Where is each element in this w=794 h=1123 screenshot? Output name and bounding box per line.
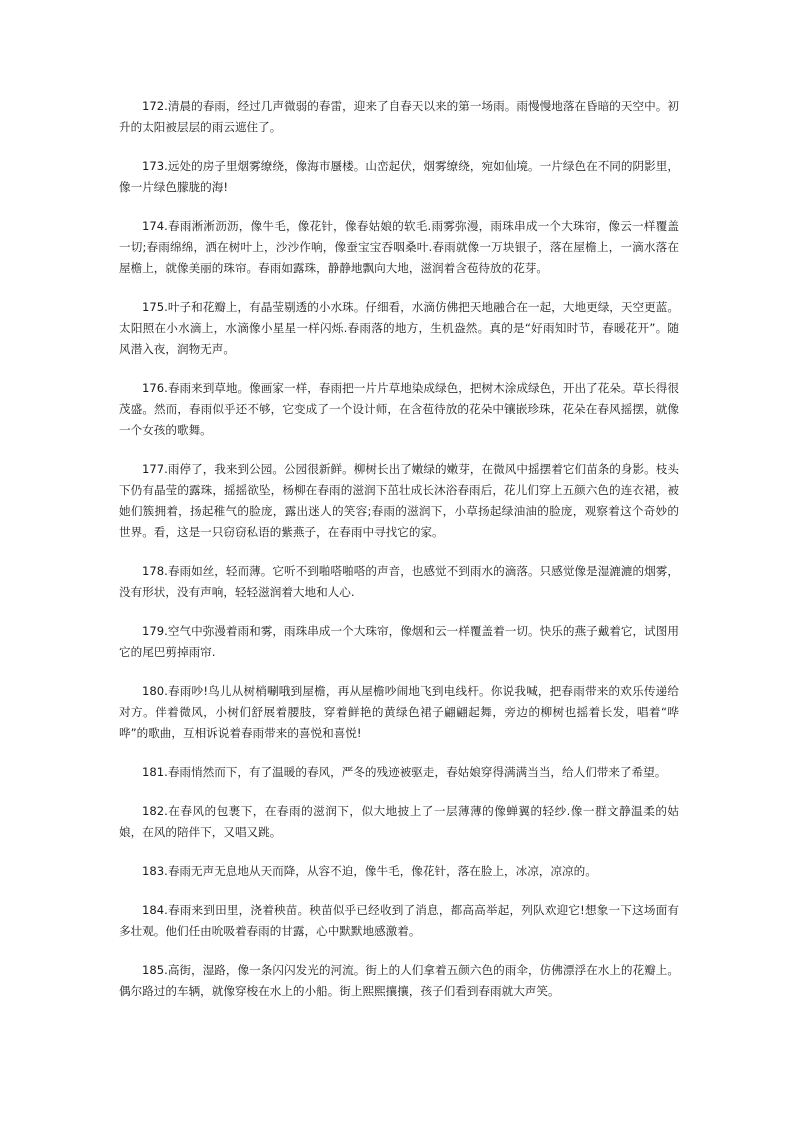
- paragraph-182: 182.在春风的包裹下，在春雨的滋润下，似大地披上了一层薄薄的像蝉翼的轻纱.像一群文静温柔的姑娘，在风的陪伴下，又唱又跳。: [119, 804, 679, 839]
- paragraph-173: 173.远处的房子里烟雾缭绕，像海市蜃楼。山峦起伏，烟雾缭绕，宛如仙境。一片绿色在不同的阴影里，像一片绿色朦胧的海!: [119, 159, 679, 194]
- paragraph-172: 172.清晨的春雨，经过几声微弱的春雷，迎来了自春天以来的第一场雨。雨慢慢地落在昏暗的天空中。初升的太阳被层层的雨云遮住了。: [119, 99, 679, 134]
- paragraph-181: 181.春雨悄然而下，有了温暖的春风，严冬的残迹被驱走，春姑娘穿得满满当当，给人们带来了希望。: [142, 765, 667, 779]
- paragraph-183: 183.春雨无声无息地从天而降，从容不迫，像牛毛，像花针，落在脸上，冰凉，凉凉的。: [142, 864, 597, 878]
- paragraph-177: 177.雨停了，我来到公园。公园很新鲜。柳树长出了嫩绿的嫩芽，在微风中摇摆着它们苗条的身影。枝头下仍有晶莹的露珠，摇摇欲坠，杨柳在春雨的滋润下茁壮成长沐浴春雨后，花儿们穿上五颜六色的连衣裙，被她们簇拥着，扬起稚气的脸庞，露出迷人的笑容;春雨的滋润下，小草扬起绿油油的脸庞，观察着这个奇妙的世界。看，这是一只窃窃私语的紫燕子，在春雨中寻找它的家。: [119, 462, 679, 539]
- paragraph-178: 178.春雨如丝，轻而薄。它听不到啪嗒啪嗒的声音，也感觉不到雨水的滴落。只感觉像是湿漉漉的烟雾，没有形状，没有声响，轻轻滋润着大地和人心.: [119, 564, 679, 599]
- paragraph-184: 184.春雨来到田里，浇着秧苗。秧苗似乎已经收到了消息，都高高举起，列队欢迎它!想象一下这场面有多壮观。他们任由吮吸着春雨的甘露，心中默默地感激着。: [119, 903, 679, 938]
- paragraph-174: 174.春雨淅淅沥沥，像牛毛，像花针，像春姑娘的软毛.雨雾弥漫，雨珠串成一个大珠帘，像云一样覆盖一切;春雨绵绵，洒在树叶上，沙沙作响，像蚕宝宝吞咽桑叶.春雨就像一万块银子，落在屋檐上，一滴水落在屋檐上，就像美丽的珠帘。春雨如露珠，静静地飘向大地，滋润着含苞待放的花芽。: [119, 219, 679, 275]
- paragraph-180: 180.春雨吵!鸟儿从树梢唰哦到屋檐，再从屋檐吵闹地飞到电线杆。你说我喊，把春雨带来的欢乐传递给对方。伴着微风，小树们舒展着腰肢，穿着鲜艳的黄绿色裙子翩翩起舞，旁边的柳树也摇着长发，唱着“哗哗”的歌曲，互相诉说着春雨带来的喜悦和喜悦!: [119, 684, 679, 740]
- document-body: [119, 96, 679, 1020]
- paragraph-175: 175.叶子和花瓣上，有晶莹剔透的小水珠。仔细看，水滴仿佛把天地融合在一起，大地更绿，天空更蓝。太阳照在小水滴上，水滴像小星星一样闪烁.春雨落的地方，生机盎然。真的是“好雨知时节，春暖花开”。随风潜入夜，润物无声。: [119, 300, 679, 356]
- paragraph-176: 176.春雨来到草地。像画家一样，春雨把一片片草地染成绿色，把树木涂成绿色，开出了花朵。草长得很茂盛。然而，春雨似乎还不够，它变成了一个设计师，在含苞待放的花朵中镶嵌珍珠，花朵在春风摇摆，就像一个女孩的歌舞。: [119, 381, 679, 437]
- paragraph-179: 179.空气中弥漫着雨和雾，雨珠串成一个大珠帘，像烟和云一样覆盖着一切。快乐的燕子戴着它，试图用它的尾巴剪掉雨帘.: [119, 624, 679, 659]
- paragraph-185: 185.高街，湿路，像一条闪闪发光的河流。街上的人们拿着五颜六色的雨伞，仿佛漂浮在水上的花瓣上。偶尔路过的车辆，就像穿梭在水上的小船。街上熙熙攘攘，孩子们看到春雨就大声笑。: [119, 963, 679, 998]
